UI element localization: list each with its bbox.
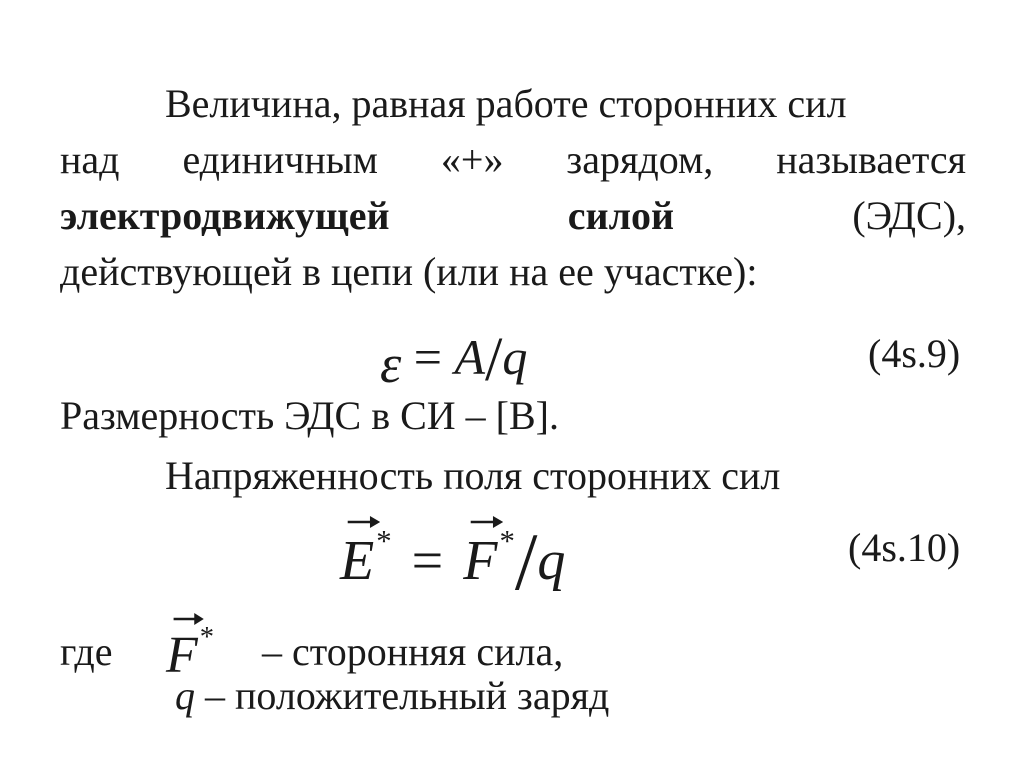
word: единичным [182,137,378,182]
force-symbol: F [166,627,198,684]
term-force-bold: силой [567,193,675,238]
equation-emf [380,322,528,394]
equation-field-strength [340,512,566,607]
vector-f [463,530,498,592]
dimension-line: Размерность ЭДС в СИ – [В]. [60,393,559,438]
word: зарядом, [566,137,714,182]
paragraph-1-line-2 [60,136,966,184]
work-symbol: A [454,329,486,385]
star-superscript: * [499,524,515,559]
equation-number-2: (4s.10) [848,525,961,570]
where-word: где [60,629,113,674]
equals-sign: = [413,329,442,385]
word: над [60,137,120,182]
paragraph-1-line-3 [60,192,966,240]
paragraph-1-line-1: Величина, равная работе сторонних сил [165,81,847,126]
charge-description [175,672,609,720]
equals-sign: = [411,530,444,592]
charge-description-text: – положительный заряд [205,673,610,718]
equation-number-1: (4s.9) [868,331,961,376]
vector-arrow-icon [172,612,204,626]
fraction-slash: / [485,324,503,394]
word: называется [776,137,967,182]
force-description: – сторонняя сила, [262,629,564,674]
force-symbol: F [463,530,498,592]
field-strength-symbol: E [340,530,375,592]
vector-e [340,530,375,592]
fraction-slash: / [514,517,538,607]
charge-symbol: q [175,673,195,718]
star-superscript: * [376,524,392,559]
emf-abbreviation: (ЭДС), [852,193,967,238]
term-emf-bold: электродвижущей [60,193,390,238]
paragraph-1-line-4: действующей в цепи (или на ее участке): [60,249,758,294]
star-superscript: * [199,622,215,654]
charge-symbol: q [502,329,528,385]
emf-symbol: ε [380,334,402,394]
paragraph-2: Напряженность поля сторонних сил [165,453,781,498]
charge-symbol: q [537,530,566,592]
word: «+» [440,137,504,182]
